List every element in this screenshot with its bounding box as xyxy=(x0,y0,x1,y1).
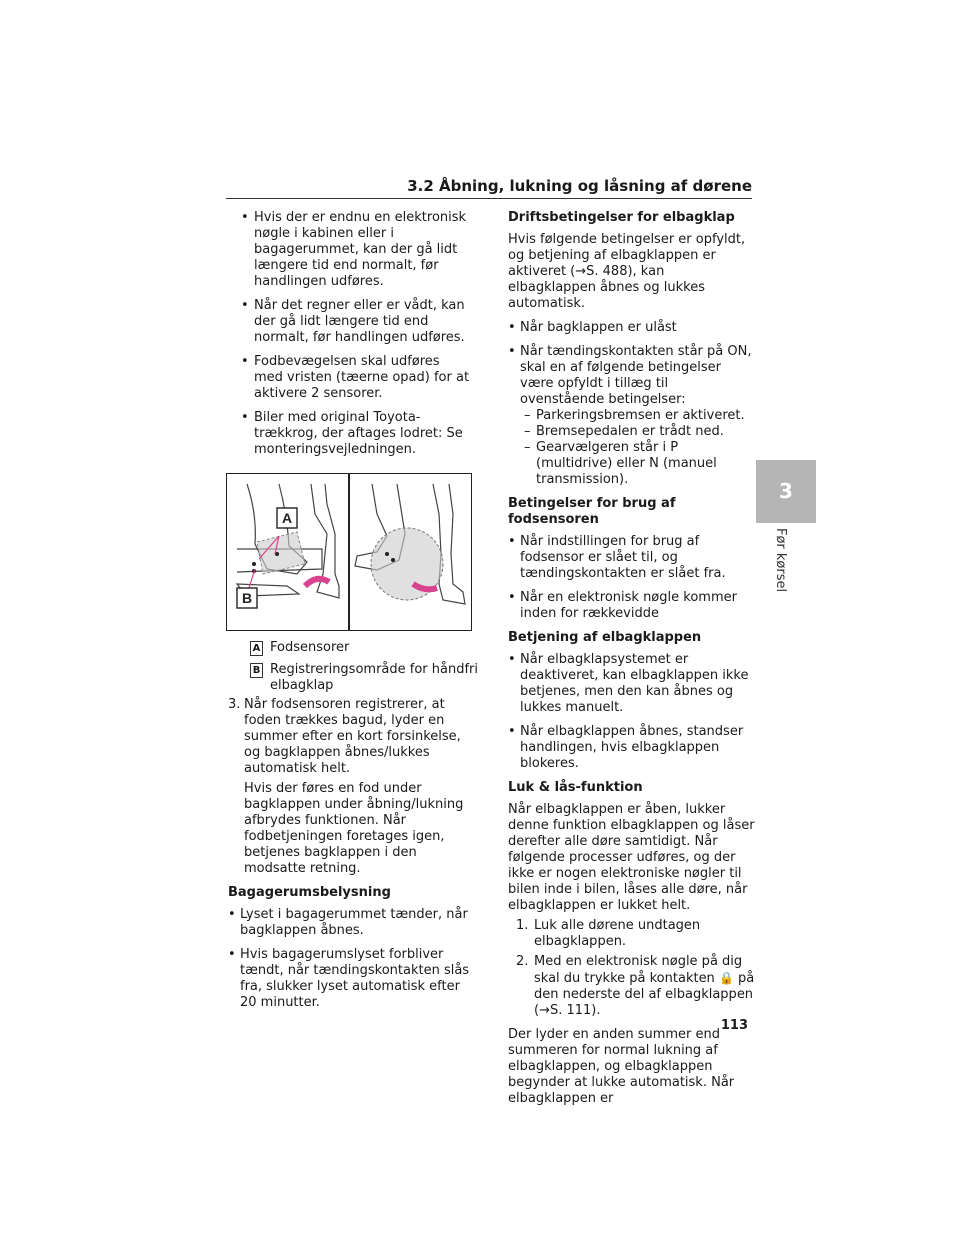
heading-lighting: Bagagerumsbelysning xyxy=(228,885,391,900)
list-item: • Lyset i bagagerummet tænder, når bagklappen åbnes. xyxy=(228,907,472,939)
legend-key: A xyxy=(250,641,263,656)
step-text: Luk alle dørene undtagen elbagklappen. xyxy=(534,918,701,949)
step-number: 3. xyxy=(228,697,241,712)
conditions-dash-list xyxy=(508,408,756,488)
list-item: • Hvis der er endnu en elektronisk nøgle i kabinen eller i bagagerummet, kan der gå lidt længere tid end normalt, før handlingen udføres. xyxy=(228,210,472,290)
list-item: • Hvis bagagerumslyset forbliver tændt, når tændingskontakten slås fra, slukker lyset automatisk efter 20 minutter. xyxy=(228,947,472,1011)
left-column xyxy=(228,210,472,466)
lock-switch-icon: 🔒 xyxy=(718,971,734,985)
step-note: Hvis der føres en fod under bagklappen under åbning/lukning afbrydes funktionen. Når fodbetjeningen foretages igen, betjenes bagklappen i den modsatte retning. xyxy=(244,781,464,876)
list-item: • Når en elektronisk nøgle kommer inden for rækkevidde xyxy=(508,590,756,622)
list-item: • Når bagklappen er ulåst xyxy=(508,320,756,336)
chapter-label: Før kørsel xyxy=(773,528,788,593)
list-item: • Fodbevægelsen skal udføres med vristen (tæerne opad) for at aktivere 2 sensorer. xyxy=(228,354,472,402)
list-item: • Biler med original Toyota-trækkrog, der aftages lodret: Se monteringsvejledningen. xyxy=(228,410,472,458)
lock-outro: Der lyder en anden summer end summeren for normal lukning af elbagklappen, og elbagklappen begynder at lukke automatisk. Når elbagklappen er xyxy=(508,1027,735,1106)
step-text: Når fodsensoren registrerer, at foden trækkes bagud, lyder en summer efter en kort forsinkelse, og bagklappen åbnes/lukkes automatisk helt. xyxy=(244,697,461,776)
lock-step-2 xyxy=(516,954,756,1019)
section-title: 3.2 Åbning, lukning og låsning af dørene xyxy=(407,177,752,195)
heading-operation: Betjening af elbagklappen xyxy=(508,630,702,645)
legend-item xyxy=(250,640,480,656)
dash-item: – Gearvælgeren står i P (multidrive) eller N (manuel transmission). xyxy=(508,440,756,488)
foot-sensor-illustration xyxy=(226,473,472,631)
page-number: 113 xyxy=(720,1018,748,1033)
step-text-b: på den nederste del af elbagklappen (→S. 111). xyxy=(534,971,755,1018)
step-text-a: Med en elektronisk nøgle på dig skal du trykke på kontakten xyxy=(534,954,743,986)
legend-text: Registreringsområde for håndfri elbagklap xyxy=(270,662,479,693)
figure-divider xyxy=(348,474,350,630)
list-item: • Når tændingskontakten står på ON, skal en af følgende betingelser være opfyldt i tillæg til ovenstående betingelser: xyxy=(508,344,756,408)
conditions-intro: Hvis følgende betingelser er opfyldt, og betjening af elbagklappen er aktiveret (→S. 488), kan elbagklappen åbnes og lukkes automatisk. xyxy=(508,232,746,311)
list-item: • Når elbagklapsystemet er deaktiveret, kan elbagklappen ikke betjenes, men den kan åbnes og lukkes manuelt. xyxy=(508,652,756,716)
lock-step-1 xyxy=(516,918,756,950)
list-item: • Når det regner eller er vådt, kan der gå lidt længere tid end normalt, før handlingen udføres. xyxy=(228,298,472,346)
figure-label-b: B xyxy=(241,590,253,606)
lock-intro: Når elbagklappen er åben, lukker denne funktion elbagklappen og låser derefter alle døre samtidigt. Når følgende processer udføres, og der ikke er nogen elektroniske nøgler til bilen inde i bilen, låses alle døre, når elbagklappen er lukket helt. xyxy=(508,802,755,913)
step-3 xyxy=(228,697,472,777)
heading-foot-sensor: Betingelser for brug af fodsensoren xyxy=(508,496,676,527)
right-column xyxy=(508,210,756,1115)
legend-item xyxy=(250,662,480,694)
list-item: • Når elbagklappen åbnes, standser handlingen, hvis elbagklappen blokeres. xyxy=(508,724,756,772)
figure-legend xyxy=(250,640,480,700)
heading-lock-function: Luk & lås-funktion xyxy=(508,780,643,795)
chapter-tab[interactable]: 3 xyxy=(756,460,816,523)
legend-key: B xyxy=(250,663,263,678)
step-number: 1. xyxy=(516,918,529,933)
dash-item: – Bremsepedalen er trådt ned. xyxy=(508,424,756,440)
header-rule xyxy=(226,198,752,199)
heading-conditions: Driftsbetingelser for elbagklap xyxy=(508,210,735,225)
left-lower xyxy=(228,697,472,1019)
list-item: • Når indstillingen for brug af fodsensor er slået til, og tændingskontakten er slået fra. xyxy=(508,534,756,582)
legend-text: Fodsensorer xyxy=(270,640,350,655)
dash-item: – Parkeringsbremsen er aktiveret. xyxy=(508,408,756,424)
figure-label-a: A xyxy=(281,510,293,526)
step-number: 2. xyxy=(516,954,529,969)
